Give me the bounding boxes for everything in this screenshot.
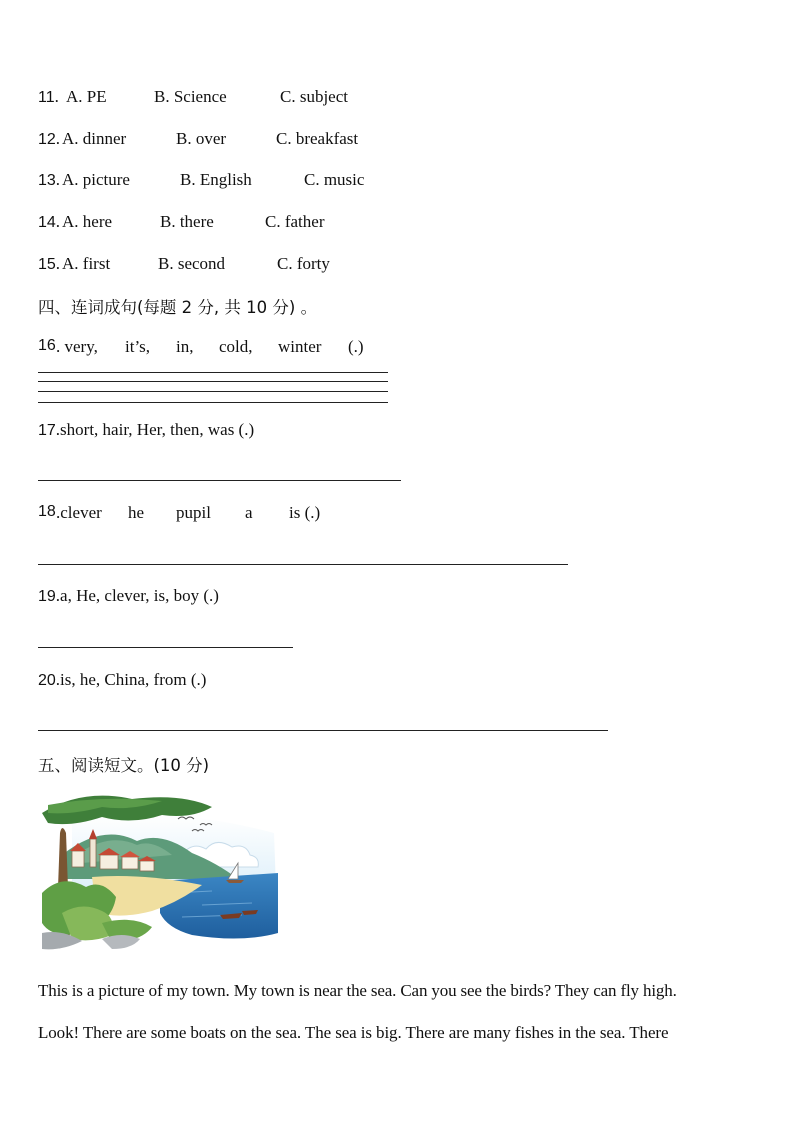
option-c: C. subject <box>280 87 348 106</box>
word: cold, <box>219 337 253 356</box>
question-13: 13. A. picture B. English C. music <box>38 170 365 189</box>
question-number: 19 <box>38 588 56 605</box>
option-b: B. Science <box>154 87 227 106</box>
word: .clever <box>56 503 102 522</box>
answer-line <box>38 564 568 565</box>
option-b: B. there <box>160 212 214 231</box>
answer-line <box>38 402 388 403</box>
word: winter <box>278 337 322 356</box>
word: (.) <box>348 337 364 356</box>
question-number: 15 <box>38 256 56 273</box>
question-text: .a, He, clever, is, boy (.) <box>55 586 219 605</box>
option-a: A. first <box>62 254 111 273</box>
option-b: B. over <box>176 129 227 148</box>
word: he <box>128 503 145 522</box>
question-number: 11 <box>38 89 55 106</box>
question-number: 13 <box>38 172 56 189</box>
option-a: A. PE <box>66 87 107 106</box>
passage-line-1: This is a picture of my town. My town is near the sea. Can you see the birds? They can fly high. <box>38 981 677 1000</box>
option-a: A. here <box>62 212 113 231</box>
question-15: 15. A. first B. second C. forty <box>38 254 330 273</box>
option-b: B. English <box>180 170 252 189</box>
question-18 <box>38 503 358 525</box>
option-c: C. father <box>265 212 325 231</box>
question-number: 20 <box>38 672 56 689</box>
question-19 <box>38 586 219 606</box>
question-number: 16 <box>38 337 56 354</box>
word: a <box>245 503 253 522</box>
town-illustration <box>42 793 280 953</box>
question-text: .is, he, China, from (.) <box>55 670 207 689</box>
question-16 <box>38 337 398 359</box>
question-number: 14 <box>38 214 56 231</box>
passage-line-2: Look! There are some boats on the sea. The sea is big. There are many fishes in the sea. There <box>38 1023 669 1042</box>
section-5-heading: 五、阅读短文。(10 分) <box>38 756 210 775</box>
section-4-heading: 四、连词成句(每题 2 分, 共 10 分) 。 <box>38 298 318 317</box>
question-11: 11. A. PE B. Science C. subject <box>38 87 348 106</box>
answer-line <box>38 480 401 481</box>
answer-line <box>38 391 388 392</box>
question-text: .short, hair, Her, then, was (.) <box>55 420 255 439</box>
question-number: 12 <box>38 131 56 148</box>
word: pupil <box>176 503 211 522</box>
answer-line <box>38 372 388 373</box>
question-20 <box>38 670 206 690</box>
question-17 <box>38 420 254 440</box>
option-c: C. forty <box>277 254 330 273</box>
answer-line <box>38 730 608 731</box>
answer-line <box>38 647 293 648</box>
option-a: A. picture <box>62 170 130 189</box>
word: in, <box>176 337 194 356</box>
question-12: 12. A. dinner B. over C. breakfast <box>38 129 359 148</box>
word: it’s, <box>125 337 151 356</box>
question-number: 17 <box>38 422 56 439</box>
option-a: A. dinner <box>62 129 127 148</box>
option-c: C. breakfast <box>276 129 359 148</box>
option-c: C. music <box>304 170 365 189</box>
word: is (.) <box>289 503 321 522</box>
question-number: 18 <box>38 503 56 520</box>
question-14: 14. A. here B. there C. father <box>38 212 325 231</box>
word: . very, <box>56 337 98 356</box>
option-b: B. second <box>158 254 226 273</box>
answer-line <box>38 381 388 382</box>
